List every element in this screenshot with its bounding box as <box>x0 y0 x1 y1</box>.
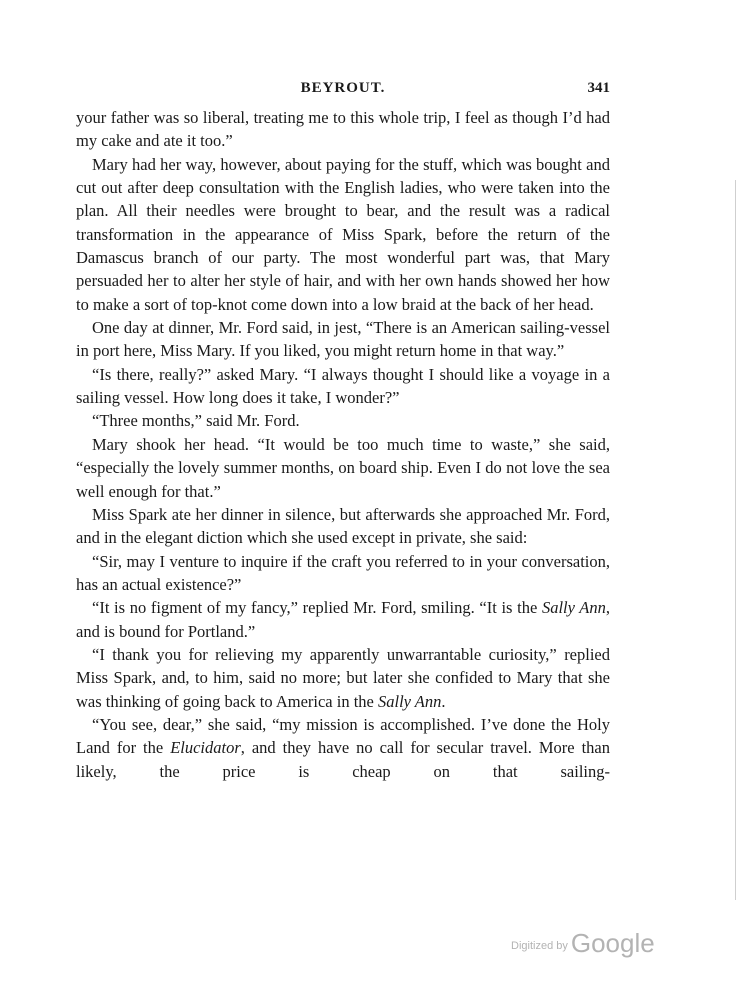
text-segment: “Is there, really?” asked Mary. “I always thought I should like a voyage in a sailing vessel. How long does it take, I wonder?” <box>76 364 610 408</box>
text-segment: One day at dinner, Mr. Ford said, in jest, “There is an American sailing-vessel in port here, Miss Mary. If you liked, you might return home in that way.” <box>76 318 610 361</box>
text-segment: “Three months,” said Mr. Ford. <box>92 411 300 431</box>
paragraph <box>76 433 610 503</box>
text-segment: Mary had her way, however, about paying for the stuff, which was bought and cut out after deep consultation with the English ladies, who were taken into the plan. All their needles were brought to bear, and the result was a radical transformation in the appearance of Miss Spark, before the return of the Damascus branch of our party. The most wonderful part was, that Mary persuaded her to alter her style of hair, and with her own hands showed her how to make a sort of top-knot come down into a low braid at the back of her head. <box>76 154 610 314</box>
text-segment: Miss Spark ate her dinner in silence, but afterwards she approached Mr. Ford, and in the elegant diction which she used except in private, she said: <box>76 504 610 548</box>
text-segment: “It is no figment of my fancy,” replied Mr. Ford, smiling. “It is the <box>92 598 542 618</box>
text-segment: your father was so liberal, treating me to this whole trip, I feel as though I’d had my cake and ate it too.” <box>76 108 610 151</box>
paragraph <box>76 503 610 550</box>
body-text <box>76 106 610 783</box>
text-segment: , and they have no call for secular travel. More than likely, the price is cheap on that sailing- <box>76 738 610 781</box>
watermark-prefix: Digitized by <box>511 940 568 952</box>
page-edge-line <box>735 180 736 900</box>
page-number: 341 <box>587 80 610 96</box>
paragraph <box>76 713 610 783</box>
text-segment: . <box>441 691 446 711</box>
text-segment: Mary shook her head. “It would be too much time to waste,” she said, “especially the lovely summer months, on board ship. Even I do not love the sea well enough for that.” <box>76 434 610 501</box>
page-header <box>76 80 610 102</box>
paragraph <box>76 409 610 432</box>
paragraph <box>76 550 610 597</box>
paragraph <box>76 596 610 643</box>
paragraph <box>76 106 610 153</box>
text-segment: “You see, dear,” she said, “my mission is accomplished. I’ve done the Holy Land for the <box>76 714 610 758</box>
paragraph <box>76 643 610 713</box>
italic-title: Sally Ann <box>377 691 442 711</box>
paragraph <box>76 363 610 410</box>
running-head: BEYROUT. <box>300 80 386 96</box>
paragraph <box>76 153 610 316</box>
google-logo: Google <box>570 928 655 958</box>
paragraph <box>76 316 610 363</box>
text-segment: “Sir, may I venture to inquire if the craft you referred to in your conversation, has an actual existence?” <box>76 551 610 594</box>
digitized-by-google-watermark <box>511 928 655 959</box>
text-segment: “I thank you for relieving my apparently unwarrantable curiosity,” replied Miss Spark, and, to him, said no more; but later she confided to Mary that she was thinking of going back to America in the <box>76 644 610 711</box>
italic-title: Sally Ann <box>541 598 606 618</box>
italic-title: Elucidator <box>170 738 241 758</box>
text-segment: , and is bound for Portland.” <box>76 598 610 641</box>
